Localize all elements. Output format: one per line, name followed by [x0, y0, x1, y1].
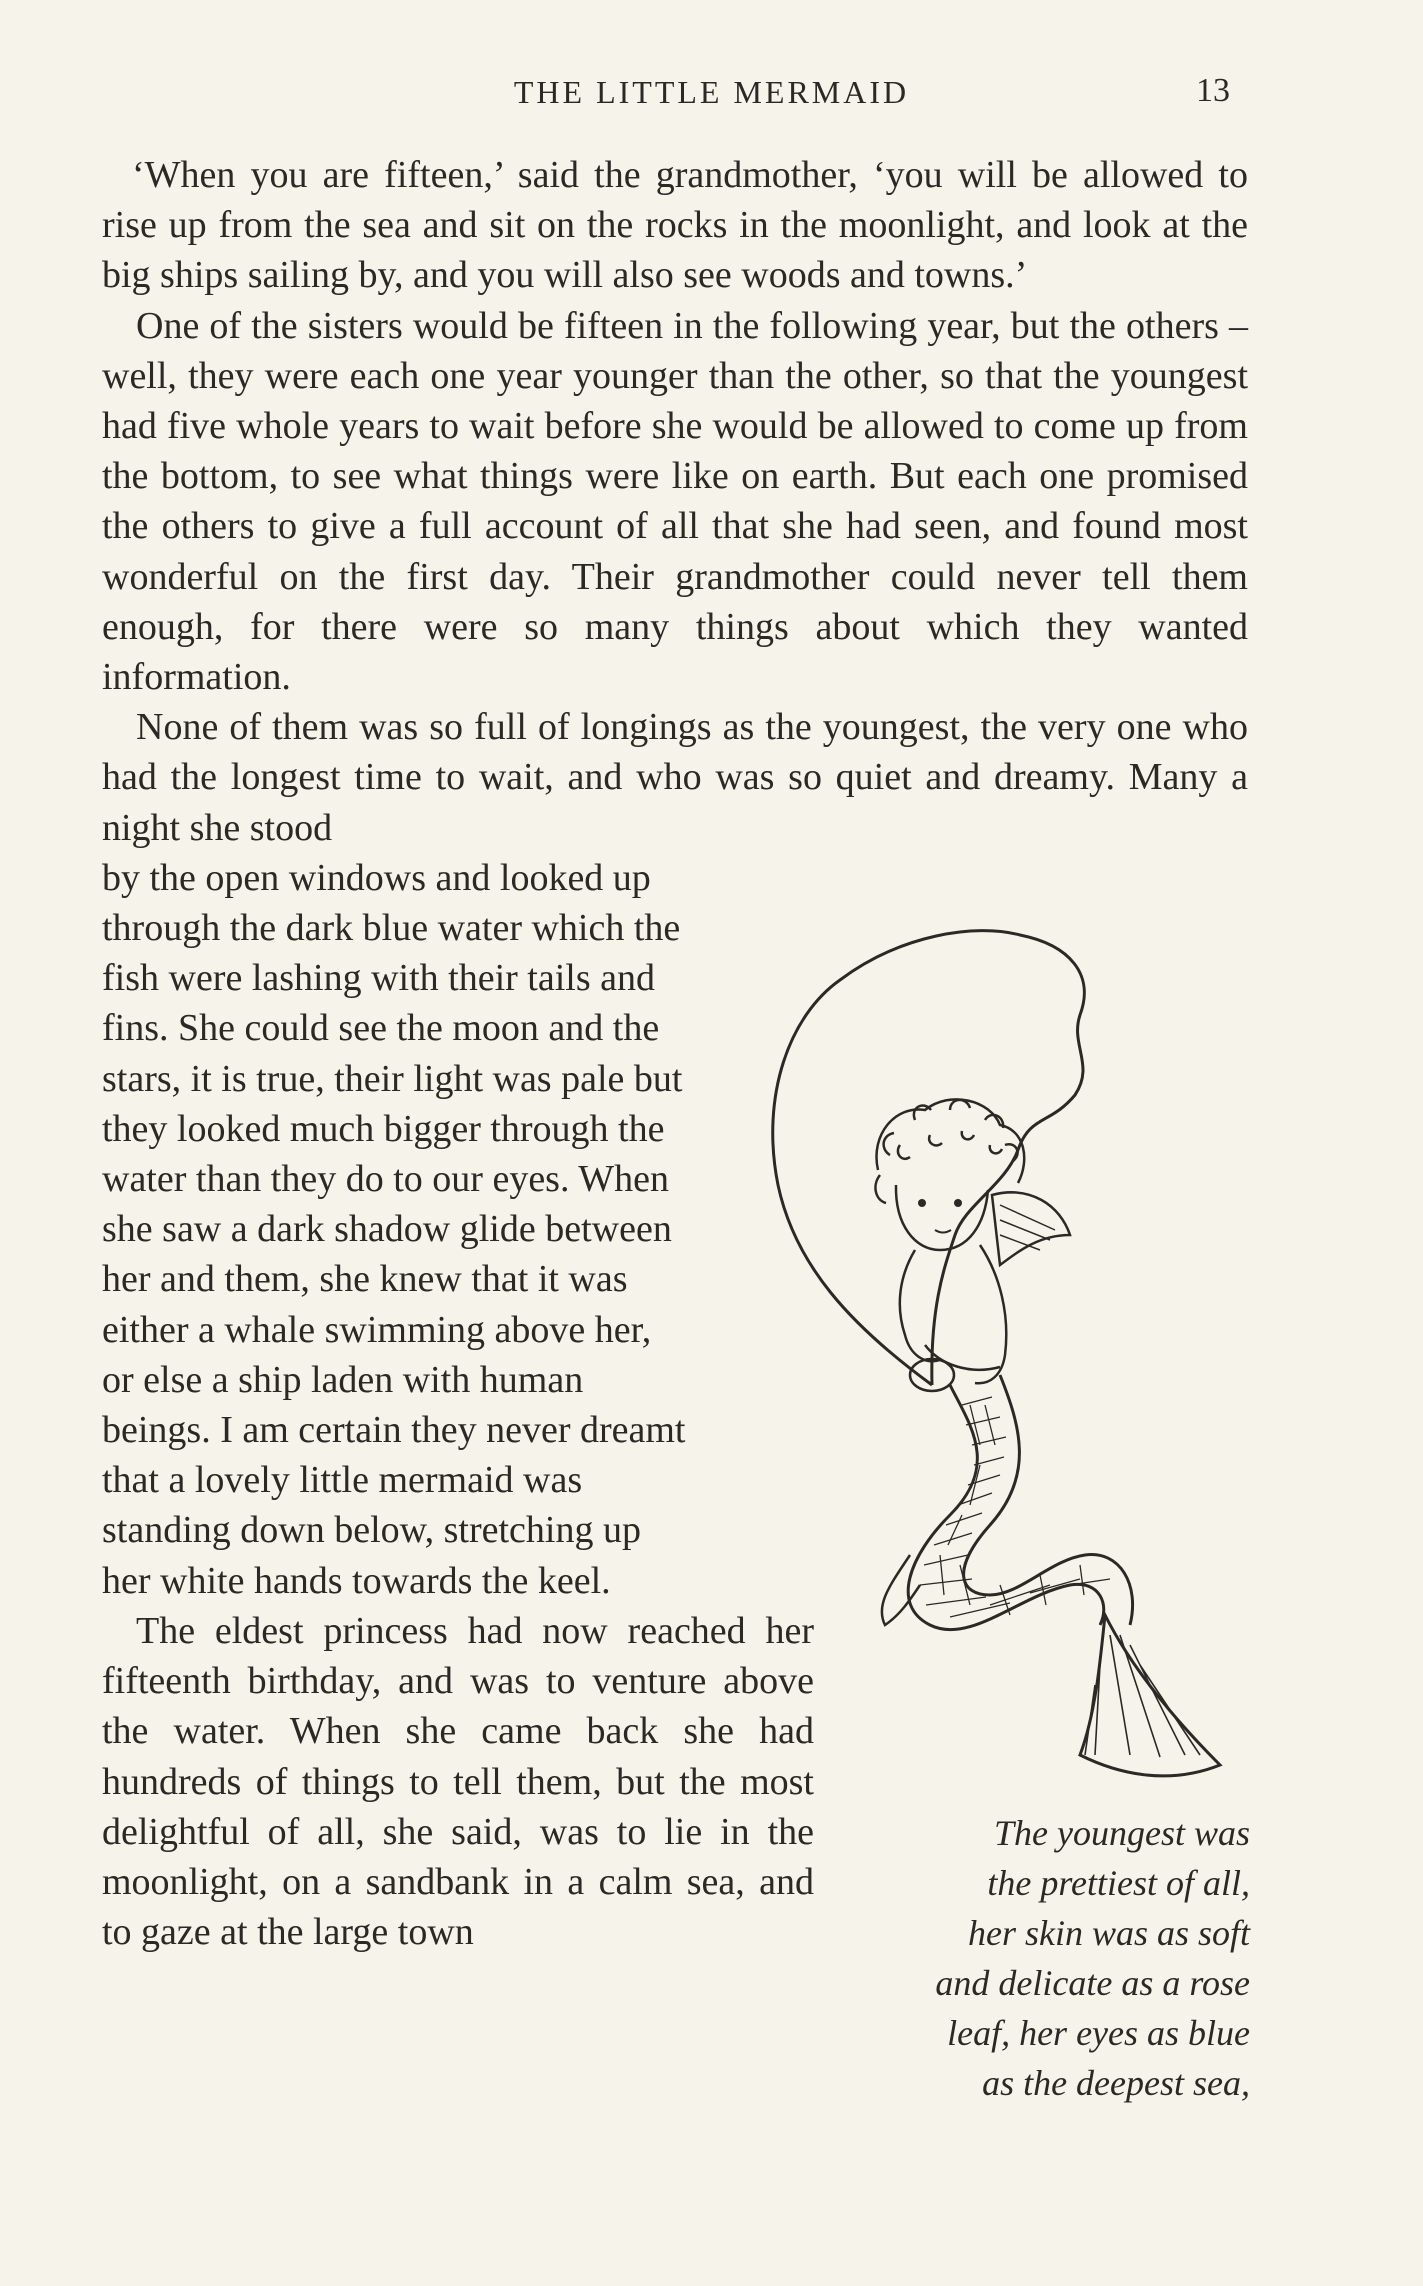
- caption-line: leaf, her eyes as blue: [947, 2013, 1250, 2053]
- caption-line: as the deepest sea,: [982, 2063, 1250, 2103]
- caption-line: the prettiest of all,: [987, 1863, 1250, 1903]
- caption-line: The youngest was: [994, 1813, 1250, 1853]
- caption-line: her skin was as soft: [967, 1913, 1250, 1953]
- paragraph-2: One of the sisters would be fifteen in the following year, but the others – well, they were each one year younger than the other, so that the youngest had five whole years to wait before she would be allowed to come up from the bottom, to see what things were like on earth. But each one promised the others to give a full account of all that she had seen, and found most wonderful on the first day. Their grandmother could never tell them enough, for there were so many things about which they wanted information.: [102, 304, 1248, 699]
- caption-line: and delicate as a rose: [935, 1963, 1250, 2003]
- paragraph-3: None of them was so full of longings as the youngest, the very one who had the longest time to wait, and who was so quiet and dreamy. Many a night she stood: [102, 706, 1248, 849]
- paragraph-4: The eldest princess had now reached her fifteenth birthday, and was to venture above the water. When she came back she had hundreds of things to tell them, but the most delightful of all, she said, was to lie in the moonlight, on a sandbank in a calm sea, and to gaze at the large town: [102, 1609, 814, 1954]
- mermaid-illustration: [700, 905, 1260, 1825]
- illustration-caption: [880, 1808, 1250, 2108]
- page-number: 13: [1196, 72, 1230, 109]
- paragraph-3-continued: by the open windows and looked up through the dark blue water which the fish were lashing with their tails and fins. She could see the moon and the stars, it is true, their light was pale but they looked much bigger through the water than they do to our eyes. When she saw a dark shadow glide between her and them, she knew that it was either a whale swimming above her, or else a ship laden with human beings. I am certain they never dreamt that a lovely little mermaid was standing down below, stretching up her white hands towards the keel.: [102, 856, 686, 1602]
- running-head-title: THE LITTLE MERMAID: [513, 74, 910, 110]
- paragraph-1: ‘When you are fifteen,’ said the grandmother, ‘you will be allowed to rise up from the sea and sit on the rocks in the moonlight, and look at the big ships sailing by, and you will also see woods and towns.’: [102, 154, 1248, 297]
